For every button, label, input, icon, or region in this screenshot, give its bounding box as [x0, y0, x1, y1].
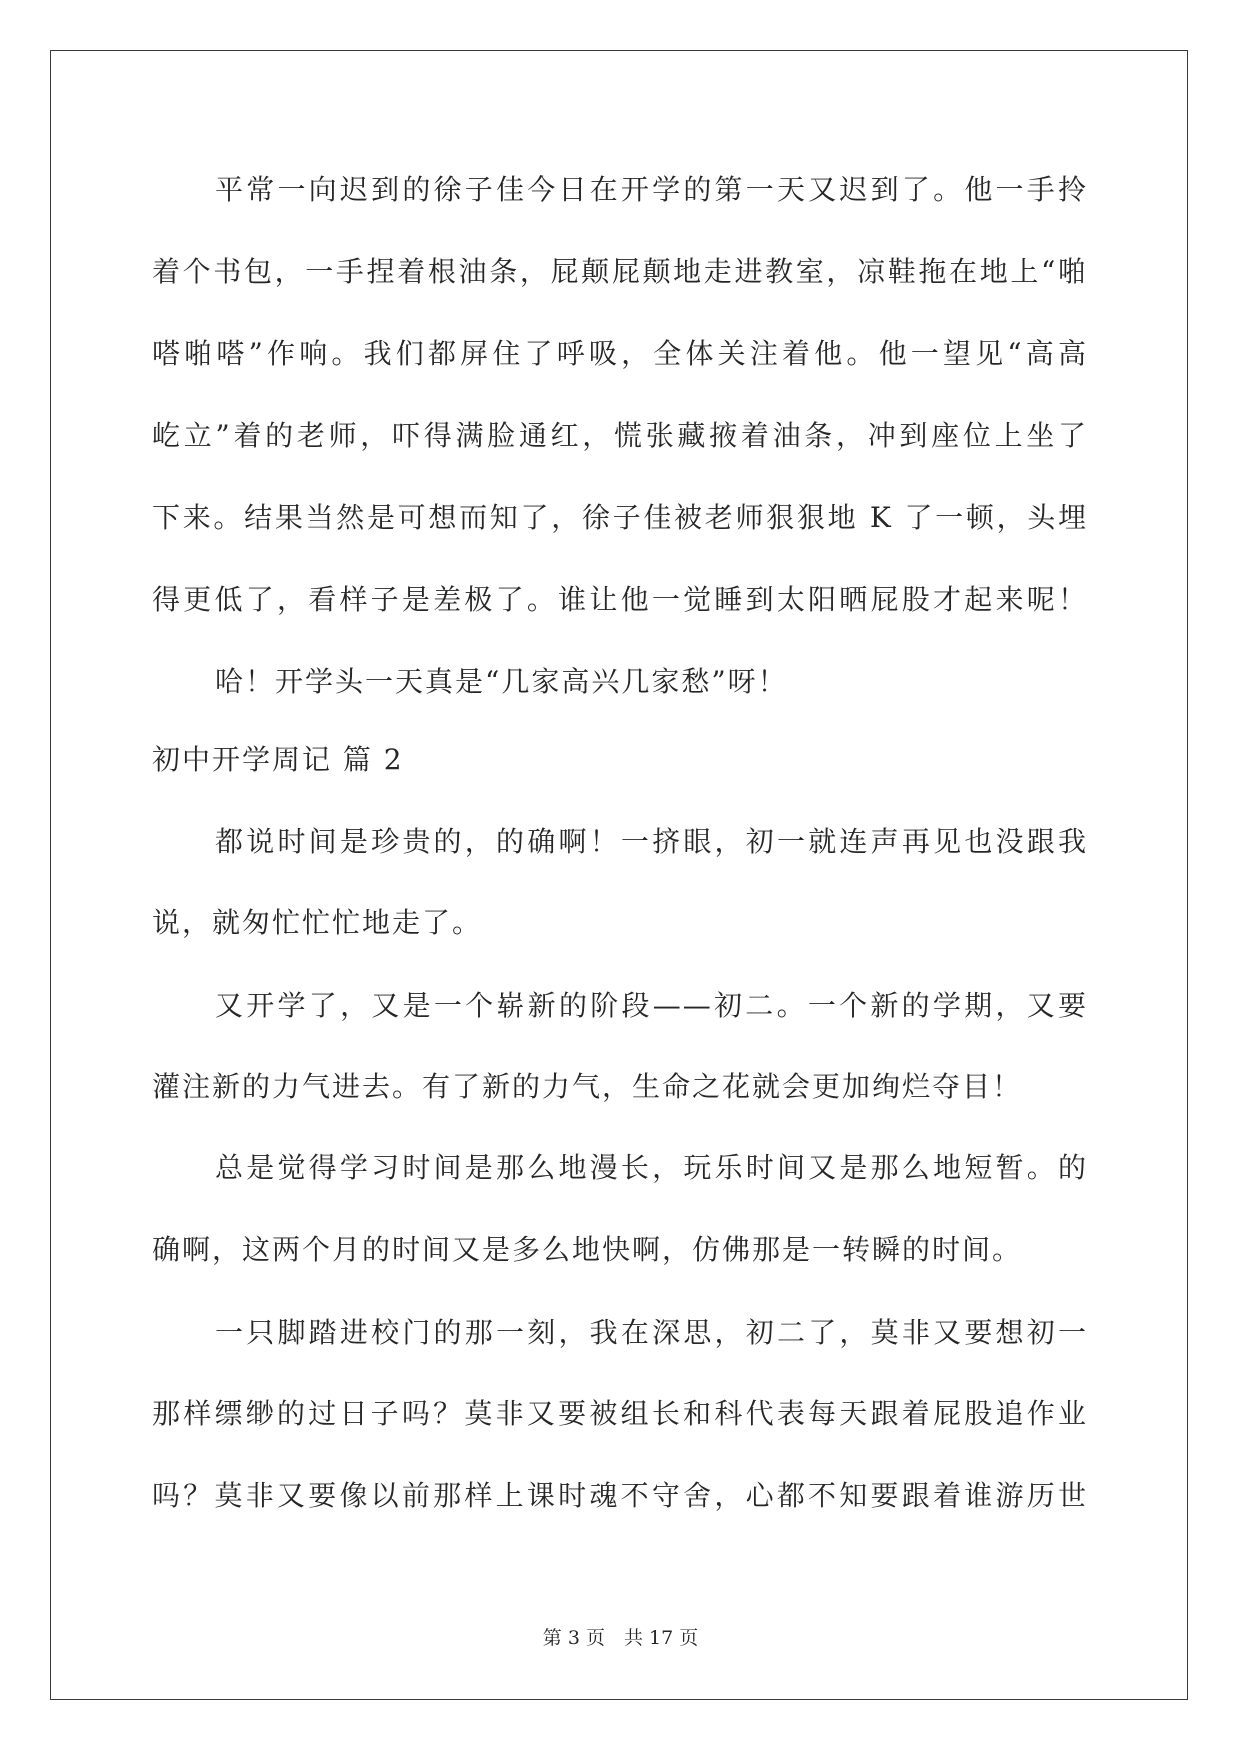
- text-line: 一只脚踏进校门的那一刻，我在深思，初二了，莫非又要想初一: [215, 1316, 1088, 1349]
- text-line: 都说时间是珍贵的，的确啊！一挤眼，初一就连声再见也没跟我: [215, 825, 1088, 858]
- text-line: 那样缥缈的过日子吗？莫非又要被组长和科代表每天跟着屁股追作业: [152, 1397, 1088, 1430]
- text-line: 哈！开学头一天真是“几家高兴几家愁”呀！: [215, 665, 788, 698]
- page-footer: 第 3 页 共 17 页: [542, 1627, 699, 1649]
- text-line: 得更低了，看样子是差极了。谁让他一觉睡到太阳晒屁股才起来呢！: [152, 583, 1088, 616]
- text-line: 总是觉得学习时间是那么地漫长，玩乐时间又是那么地短暂。的: [215, 1151, 1088, 1184]
- text-line: 确啊，这两个月的时间又是多么地快啊，仿佛那是一转瞬的时间。: [152, 1233, 1023, 1266]
- text-line: 着个书包，一手捏着根油条，屁颠屁颠地走进教室，凉鞋拖在地上“啪: [152, 255, 1088, 288]
- text-line: 又开学了，又是一个崭新的阶段——初二。一个新的学期，又要: [215, 989, 1088, 1022]
- text-line: 平常一向迟到的徐子佳今日在开学的第一天又迟到了。他一手拎: [215, 173, 1088, 206]
- text-line: 屹立”着的老师，吓得满脸通红，慌张藏掖着油条，冲到座位上坐了: [152, 419, 1088, 452]
- text-line: 嗒啪嗒”作响。我们都屏住了呼吸，全体关注着他。他一望见“高高: [152, 337, 1088, 370]
- text-line: 灌注新的力气进去。有了新的力气，生命之花就会更加绚烂夺目！: [152, 1070, 1023, 1103]
- text-line: 说，就匆忙忙忙地走了。: [152, 906, 483, 939]
- section-heading: 初中开学周记 篇 2: [152, 743, 404, 776]
- text-line: 吗？莫非又要像以前那样上课时魂不守舍，心都不知要跟着谁游历世: [152, 1479, 1088, 1512]
- text-line: 下来。结果当然是可想而知了，徐子佳被老师狠狠地 K 了一顿，头埋: [152, 501, 1088, 534]
- page-border: [50, 50, 1188, 1700]
